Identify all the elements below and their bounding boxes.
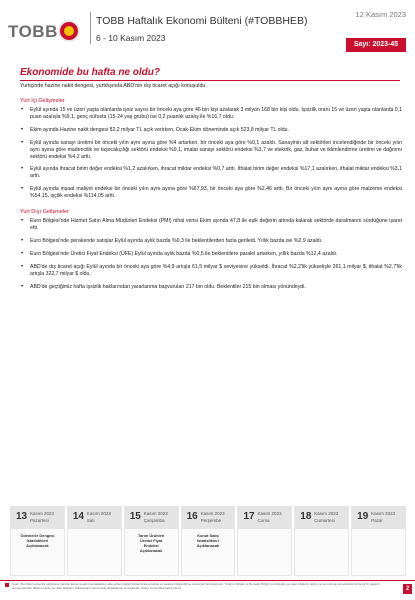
day-events [184,533,233,548]
day-month: Kasım 2023 [86,511,111,516]
list-item: • Euro Bölgesi'nde Hizmet Satın Alma Müdürleri Endeksi (PMI) nihai verisi Ekim ayında 47,8 ile eşik değerin altında kalarak sektörde daralmanın sürdüğüne işaret etti. [20,218,402,232]
logo-emblem-icon [58,20,80,42]
day-weekday: Cuma [257,518,270,523]
event-line: İstatistikleri [197,538,219,543]
logo-text: TOBB [8,22,58,41]
day-number: 15 [129,511,141,522]
day-month: Kasım 2023 [143,511,168,516]
warning-icon [5,583,9,587]
title-divider [20,80,400,81]
day-weekday: Çarşamba [143,518,165,523]
day-month: Kasım 2023 [257,511,282,516]
list-item: • Eylül ayında sanayi üretimi bir önceki yılın aynı ayına göre %4 artarken, bir önceki aya göre %0,1 azaldı. Sanayinin alt sektörleri incelendiğinde bir önceki yılın aynı ayına göre madencilik ve taşocakçılığı sektörü endeksi %9,1, imalat sanayi sektörü endeksi %3,7 ve elektrik, gaz, buhar ve iklimlendirme üretimi ve dağıtımı sektörü endeksi %4,2 arttı. [20,140,402,161]
event-line: Ödemeler Dengesi [20,533,55,538]
list-item: • ABD'de geçtiğimiz hafta işsizlik haklarından yararlanma başvuruları 217 bin oldu. Beklentiler 215 bin olması yönündeydi. [20,284,402,291]
day-month: Kasım 2023 [30,511,55,516]
event-line: Tarım Ürünleri [137,533,165,538]
foreign-heading: Yurt Dışı Gelişmeler [20,209,69,216]
list-item: • ABD'de dış ticaret açığı Eylül ayında bir önceki aya göre %4,9 artışla 61,5 milyar $ seviyesine yükseldi. İhracat %2,2'lik yükselişle 261,1 milyar $, ithalat %2,7'lik artışla 322,7 milyar $ oldu. [20,264,402,278]
publish-date: 12 Kasım 2023 [355,10,406,19]
issue-badge: Sayı: 2023-45 [346,38,406,52]
day-number: 18 [300,511,312,522]
bulletin-header [0,0,415,62]
page-number: 2 [403,584,412,594]
day-month: Kasım 2023 [314,511,339,516]
calendar-day [237,506,292,576]
day-weekday: Pazartesi [30,518,49,523]
event-line: Konut Satış [197,533,219,538]
calendar-day [351,506,406,576]
news-content [20,98,402,296]
list-item: • Euro Bölgesi'nde perakende satışlar Eylül ayında aylık bazda %0,3 ile beklentilerden fazla geriledi. Yıllık bazda ise %2,9 azaldı. [20,238,402,245]
calendar-day [181,506,236,576]
event-line: Üretici Fiyat [140,538,163,543]
domestic-heading: Yurt İçi Gelişmeler [20,98,65,104]
list-item: • Ekim ayında Hazine nakit dengesi 82,2 milyar TL açık verirken, Ocak-Ekim döneminde açık 523,8 milyar TL oldu. [20,127,402,134]
day-weekday: Pazar [371,518,383,523]
day-number: 16 [186,511,198,522]
day-weekday: Salı [86,518,95,523]
event-line: Açıklanacak [139,548,163,553]
event-line: Açıklanacak [196,543,220,548]
event-line: Açıklanacak [26,543,49,548]
day-month: Kasım 2023 [371,511,396,516]
disclaimer-text: Uyarı: Bu bülten güvenilir olduğuna inanılan kamuya açık kaynaklardan elde edilen bilgiler kullanılmak suretiyle ve sadece bilgilendirme amacıyla hazırlanmıştır. Türkiye Odalar ve Borsalar Birliği, bu bültende yer alan bilgilerin doğru ve tam olması konusunda herhangi bir garanti vermemektedir. Bülten içinde yer alan bilgilerin kullanılması sonucunda doğabilecek sonuçlardan dolayı sorumluluk kabul etmez. [12,582,380,590]
calendar-day [124,506,179,576]
calendar-day [67,506,122,576]
domestic-list [20,107,402,200]
list-item: • Euro Bölgesi'nde Üretici Fiyat Endeksi (ÜFE) Eylül ayında aylık bazda %0,5 ile beklentilere paralel artarken, yıllık bazda %12,4 azaldı. [20,251,402,258]
day-events [127,533,176,553]
list-item: • Eylül ayında 15 ve üzeri yaşta olanlarda işsiz sayısı bir önceki aya göre 46 bin kişi azalarak 3 milyon 168 bin kişi oldu. İşsizlik oranı 15 ve üzeri yaşta olanlarda 0,1 puan azalışla %9,1, genç nüfusta (15-24 yaş grubu) ise 0,2 puanlık azalış ile %16,7 oldu. [20,107,402,121]
footer-divider [0,580,415,581]
header-divider [90,12,91,44]
foreign-list [20,218,402,290]
tobb-logo [8,18,88,46]
bulletin-title: TOBB Haftalık Ekonomi Bülteni (#TOBBHEB) [96,15,308,27]
list-item: • Eylül ayında inşaat maliyet endeksi bir önceki yılın aynı ayına göre %67,93, bir önceki aya göre %2,46 arttı. Bir önceki yılın aynı ayına göre malzeme endeksi %54,15, işçilik endeksi %114,05 arttı. [20,186,402,200]
weekly-calendar [10,506,406,576]
day-number: 14 [72,511,84,522]
day-weekday: Cumartesi [314,518,335,523]
day-number: 19 [357,511,369,522]
day-events [13,533,62,548]
list-item: • Eylül ayında ihracat birim değer endeksi %1,2 azalırken, ihracat miktar endeksi %0,7 arttı. İthalat birim değer endeksi %17,1 azalırken, ithalat miktar endeksi %3,1 arttı. [20,166,402,180]
day-month: Kasım 2023 [200,511,225,516]
bulletin-week: 6 - 10 Kasım 2023 [96,33,166,43]
event-line: Endeksi [143,543,159,548]
day-number: 13 [16,511,28,522]
calendar-day [294,506,349,576]
day-weekday: Perşembe [200,518,222,523]
day-number: 17 [243,511,255,522]
section-summary: Yurtiçinde hazine nakit dengesi, yurtdışında ABD'nin dış ticaret açığı konuşuldu. [20,83,207,89]
calendar-day [10,506,65,576]
section-title: Ekonomide bu hafta ne oldu? [20,67,160,78]
event-line: İstatistikleri [26,538,49,543]
